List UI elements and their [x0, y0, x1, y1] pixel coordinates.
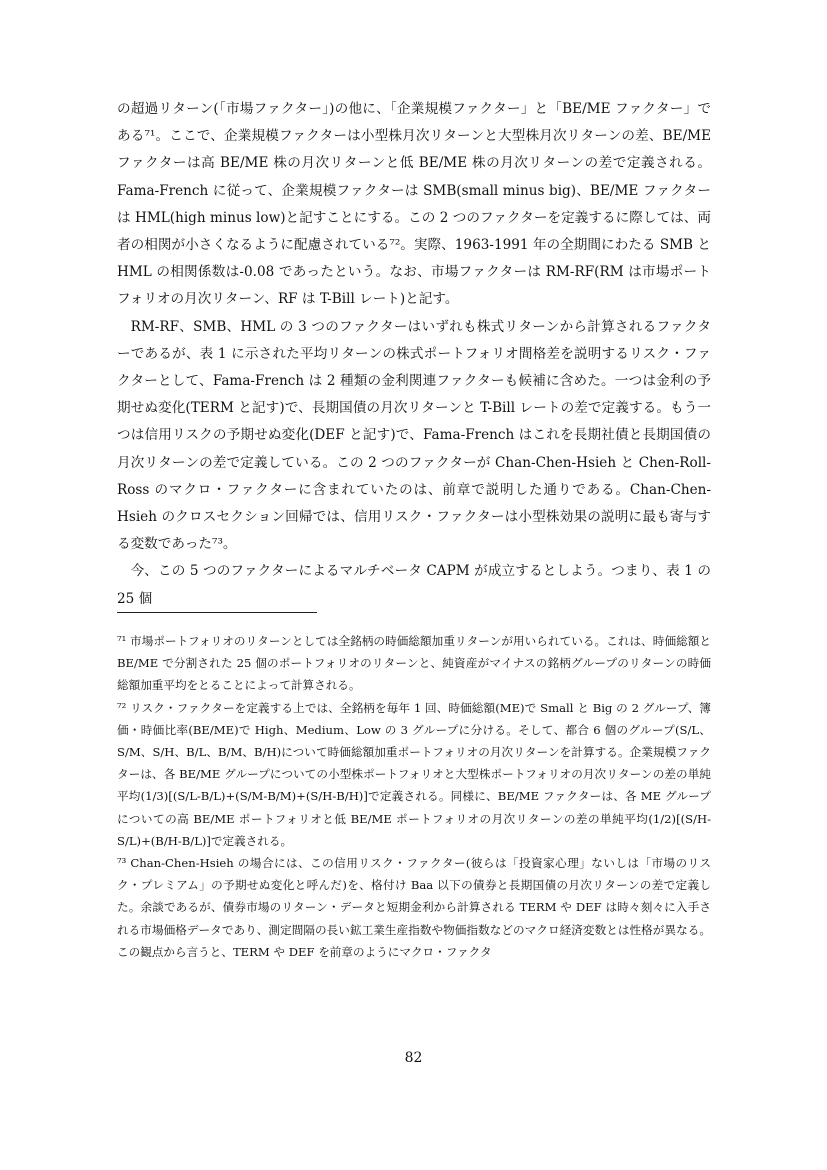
paragraph-2: RM-RF、SMB、HML の 3 つのファクターはいずれも株式リターンから計算されるファクターであるが、表 1 に示された平均リターンの株式ポートフォリオ間格差を説明するリスク・ファクターとして、Fama-French は 2 種類の金利関連ファクターも候補に含めた。一つは金利の予期せぬ変化(TERM と記す)で、長期国債の月次リターンと T-Bill レートの差で定義する。もう一つは信用リスクの予期せぬ変化(DEF と記す)で、Fama-French はこれを長期社債と長期国債の月次リターンの差で定義している。この 2 つのファクターが Chan-Chen-Hsieh と Chen-Roll-Ross のマクロ・ファクターに含まれていたのは、前章で説明した通りである。Chan-Chen-Hsieh のクロスセクション回帰では、信用リスク・ファクターは小型株効果の説明に最も寄与する変数であった⁷³。	[117, 318, 711, 553]
footnotes	[117, 630, 711, 963]
footnote-72: ⁷² リスク・ファクターを定義する上では、全銘柄を毎年 1 回、時価総額(ME)で Small と Big の 2 グループ、簿価・時価比率(BE/ME)で High、Medium、Low の 3 グループに分ける。そして、都合 6 個のグループ(S/L、S/M、S/H、B/L、B/M、B/H)について時価総額加重ポートフォリオの月次リターンを計算する。企業規模ファクターは、各 BE/ME グループについての小型株ポートフォリオと大型株ポートフォリオの月次リターンの差の単純平均(1/3)[(S/L-B/L)+(S/M-B/M)+(S/H-B/H)]で定義される。同様に、BE/ME ファクターは、各 ME グループについての高 BE/ME ポートフォリオと低 BE/ME ポートフォリオの月次リターンの差の単純平均(1/2)[(S/H-S/L)+(B/H-B/L)]で定義される。	[117, 700, 711, 848]
footnote-separator	[117, 612, 317, 613]
footnote-71: ⁷¹ 市場ポートフォリオのリターンとしては全銘柄の時価総額加重リターンが用いられている。これは、時価総額と BE/ME で分割された 25 個のポートフォリオのリターンと、純資産がマイナスの銘柄グループのリターンの時価総額加重平均をとることによって計算される。	[117, 634, 711, 693]
paragraph-1: の超過リターン(「市場ファクター」)の他に、「企業規模ファクター」と「BE/ME ファクター」である⁷¹。ここで、企業規模ファクターは小型株月次リターンと大型株月次リターンの差、BE/ME ファクターは高 BE/ME 株の月次リターンと低 BE/ME 株の月次リターンの差で定義される。 Fama-French に従って、企業規模ファクターは SMB(small minus big)、BE/ME ファクターは HML(high minus low)と記すことにする。この 2 つのファクターを定義するに際しては、両者の相関が小さくなるように配慮されている⁷²。実際、1963-1991 年の全期間にわたる SMB と HML の相関係数は-0.08 であったという。なお、市場ファクターは RM-RF(RM は市場ポートフォリオの月次リターン、RF は T-Bill レート)と記す。	[117, 101, 711, 308]
footnote-73: ⁷³ Chan-Chen-Hsieh の場合には、この信用リスク・ファクター(彼らは「投資家心理」ないしは「市場のリスク・プレミアム」の予期せぬ変化と呼んだ)を、格付け Baa 以下の債券と長期国債の月次リターンの差で定義した。余談であるが、債券市場のリターン・データと短期金利から計算される TERM や DEF は時々刻々に入手される市場価格データであり、測定間隔の長い鉱工業生産指数や物価指数などのマクロ経済変数とは性格が異なる。この観点から言うと、TERM や DEF を前章のようにマクロ・ファクタ	[117, 856, 711, 959]
page-number: 82	[404, 1050, 423, 1066]
body-text	[117, 96, 711, 613]
paragraph-3: 今、この 5 つのファクターによるマルチベータ CAPM が成立するとしよう。つまり、表 1 の 25 個	[117, 563, 711, 607]
